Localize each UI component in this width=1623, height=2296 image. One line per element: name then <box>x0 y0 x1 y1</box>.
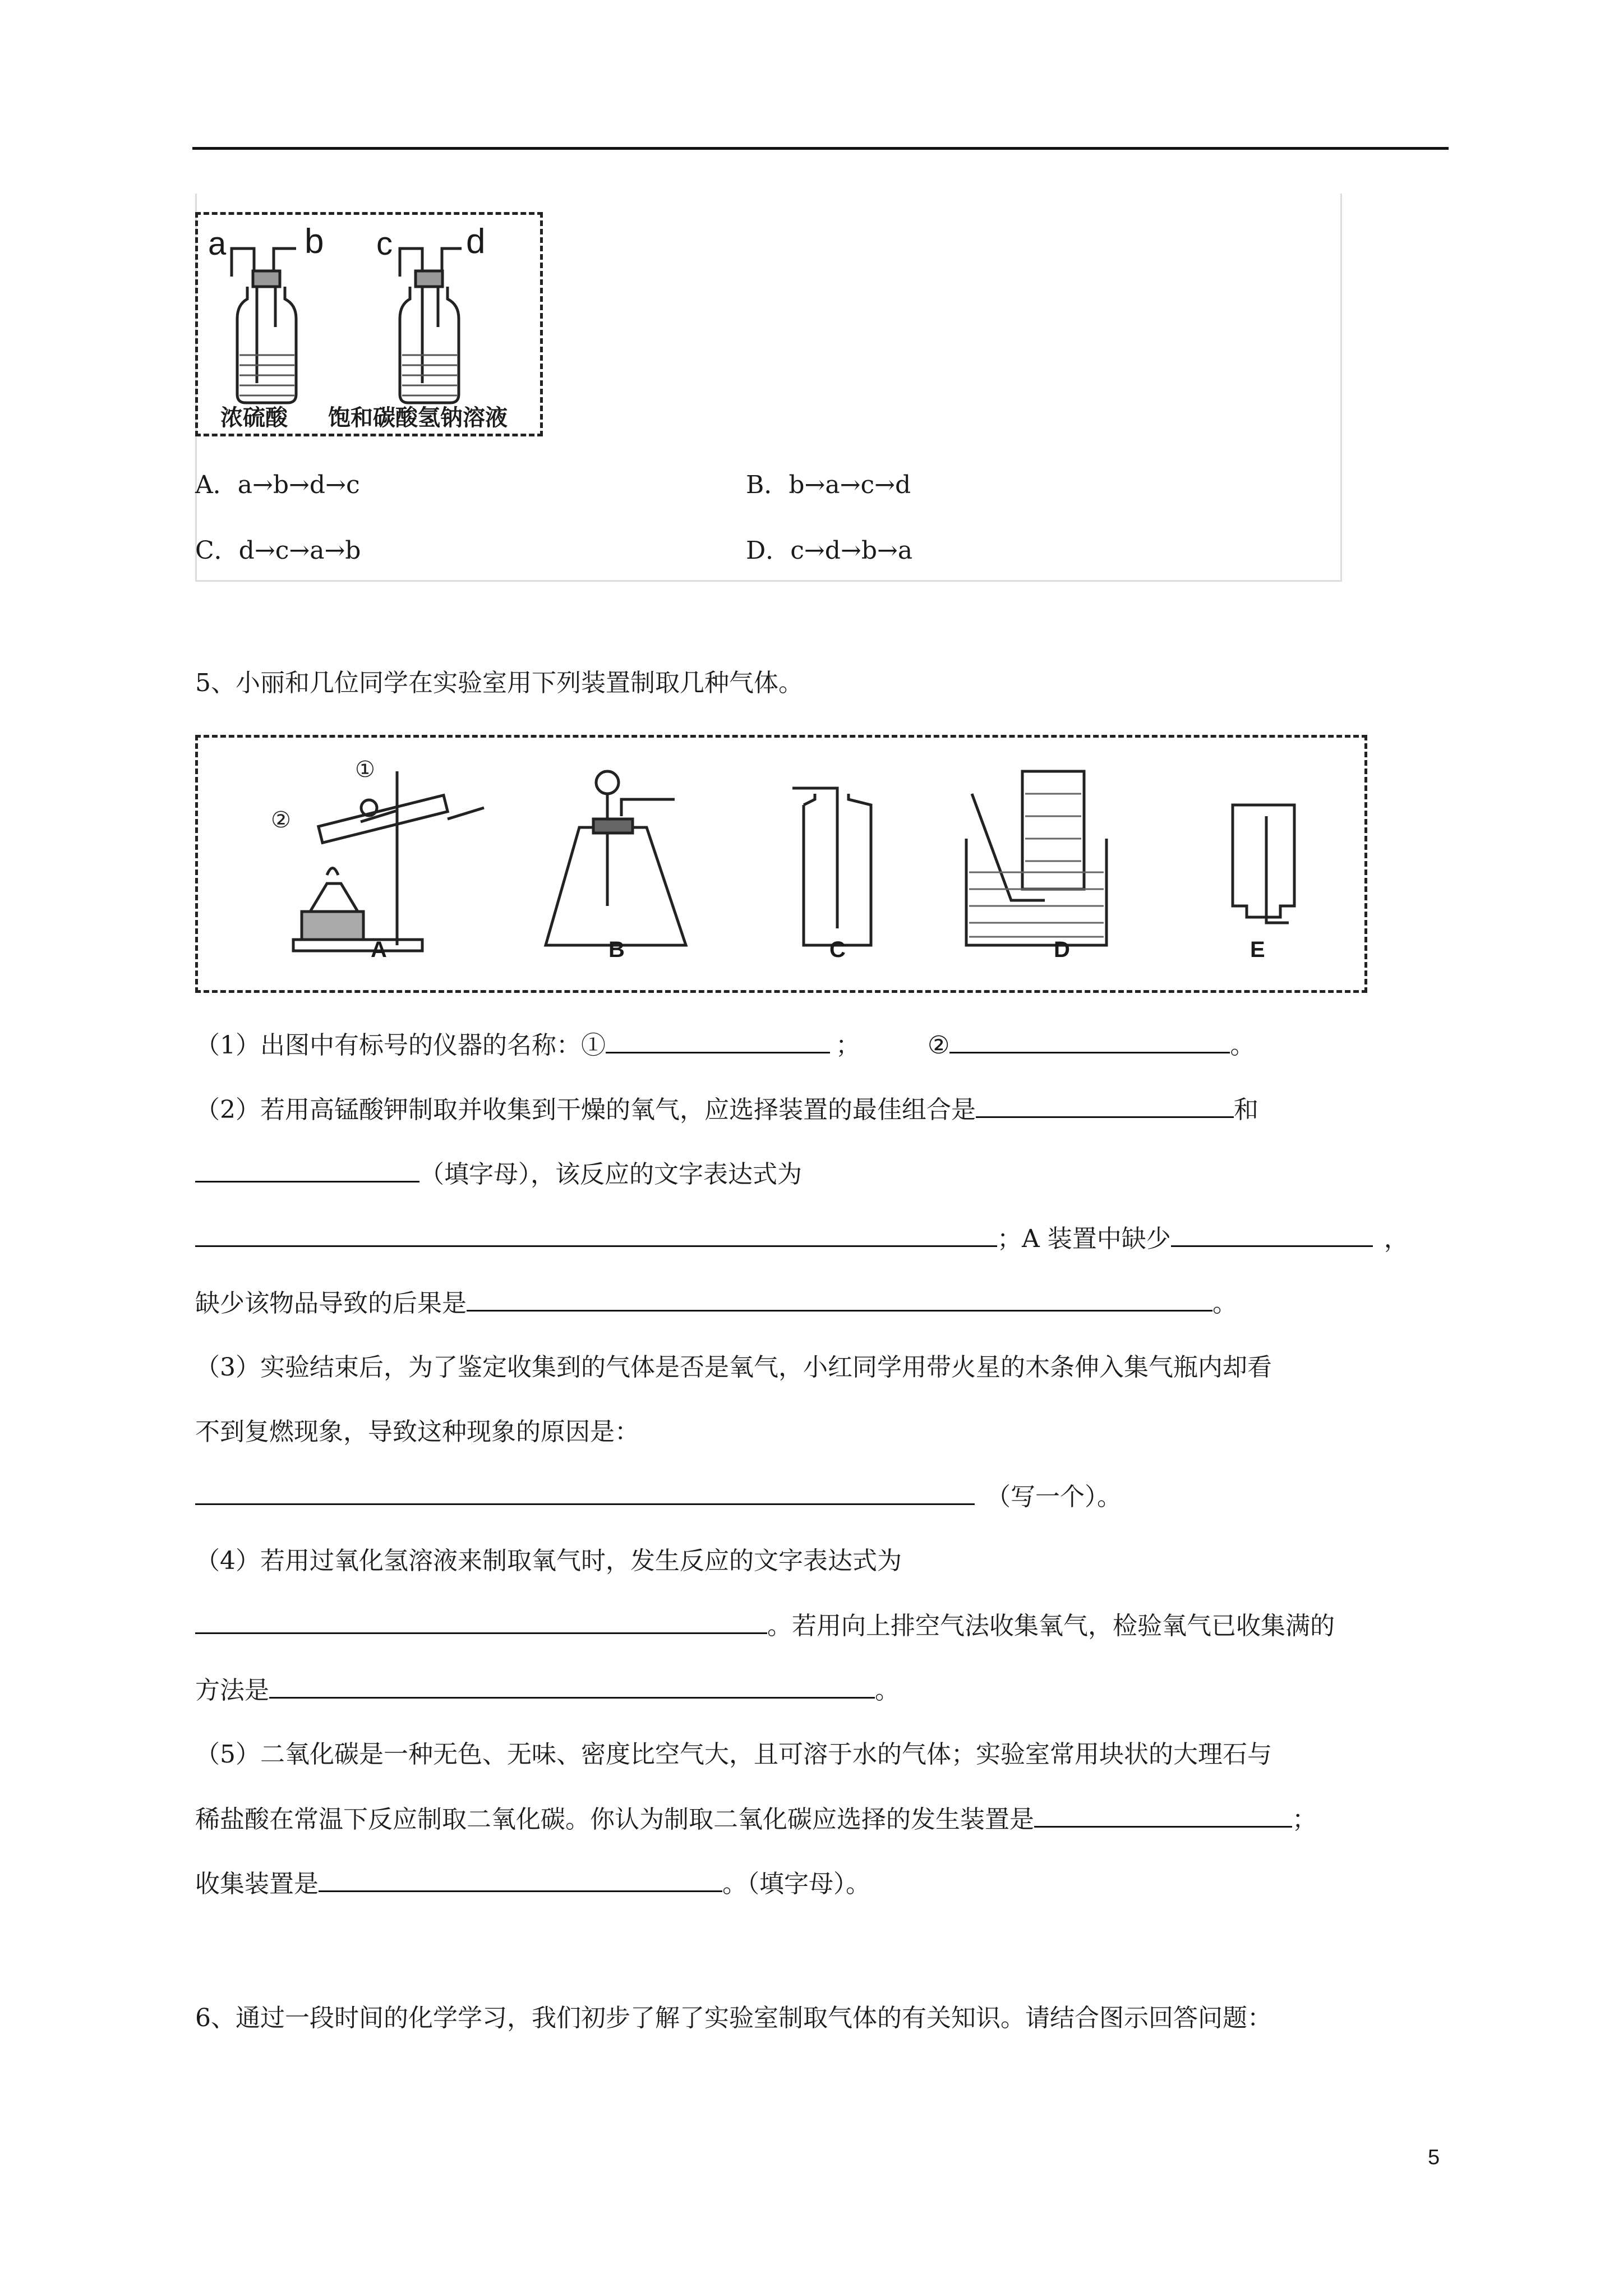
q6-stem: 6、通过一段时间的化学学习，我们初步了解了实验室制取气体的有关知识。请结合图示回答问题： <box>195 2004 1272 2032</box>
blank-word-equation[interactable] <box>195 1223 997 1247</box>
q5-part5-line1: （5）二氧化碳是一种无色、无味、密度比空气大，且可溶于水的气体；实验室常用块状的大理石与 <box>195 1740 1272 1769</box>
apparatus-label-e: E <box>1250 937 1265 962</box>
q5-part2-end: 。 <box>1212 1289 1237 1318</box>
blank-method[interactable] <box>269 1674 875 1699</box>
blank-reason[interactable] <box>195 1481 975 1505</box>
blank-collector[interactable] <box>195 1158 419 1182</box>
q5-part2-line2 <box>195 1158 802 1190</box>
q5-part5-semicolon: ； <box>1292 1805 1317 1834</box>
apparatus-label-a: A <box>371 937 387 962</box>
q5-part4-text: 。若用向上排空气法收集氧气，检验氧气已收集满的 <box>767 1612 1335 1640</box>
q4-bottle-figure <box>195 212 543 436</box>
q5-part2-line1 <box>195 1094 1258 1126</box>
q5-part1-sep: ； <box>836 1031 860 1060</box>
blank-co2-collector[interactable] <box>319 1868 722 1892</box>
blank-missing-item[interactable] <box>1171 1223 1373 1247</box>
q5-part5-end: 。（填字母）。 <box>722 1870 870 1898</box>
q5-part2-comma: ， <box>1384 1225 1409 1253</box>
label-c: c <box>376 226 393 262</box>
blank-instrument-1[interactable] <box>606 1029 830 1053</box>
q5-part2-consequence: 缺少该物品导致的后果是 <box>195 1289 467 1318</box>
page-number: 5 <box>1428 2146 1440 2169</box>
q5-part5-collect: 收集装置是 <box>195 1870 319 1898</box>
q5-part2-line4 <box>195 1287 1237 1319</box>
q5-part2-text: （2）若用高锰酸钾制取并收集到干燥的氧气，应选择装置的最佳组合是 <box>195 1096 976 1124</box>
label-a: a <box>208 226 227 262</box>
q5-part1-end: 。 <box>1230 1031 1255 1060</box>
q5-stem: 5、小丽和几位同学在实验室用下列装置制取几种气体。 <box>195 669 803 697</box>
q5-part5-text: 稀盐酸在常温下反应制取二氧化碳。你认为制取二氧化碳应选择的发生装置是 <box>195 1805 1034 1834</box>
svg-text:①: ① <box>355 757 375 783</box>
option-c[interactable]: C．d→c→a→b <box>195 536 361 565</box>
header-rule <box>192 147 1449 150</box>
label-b: b <box>305 222 324 261</box>
blank-co2-generator[interactable] <box>1034 1803 1292 1828</box>
svg-text:②: ② <box>271 807 291 833</box>
q5-part3-hint: （写一个）。 <box>986 1483 1122 1511</box>
caption-sodium-bicarbonate: 饱和碳酸氢钠溶液 <box>328 406 508 430</box>
blank-generator[interactable] <box>976 1094 1234 1118</box>
q5-part4-end: 。 <box>875 1676 900 1705</box>
q5-part4-line3 <box>195 1674 900 1706</box>
q5-part2-fill: （填字母），该反应的文字表达式为 <box>419 1160 802 1189</box>
option-a[interactable]: A．a→b→d→c <box>195 471 360 499</box>
q5-part1-text: （1）出图中有标号的仪器的名称：① <box>195 1031 606 1060</box>
q5-part5-line3 <box>195 1868 870 1900</box>
q5-part4-line2 <box>195 1610 1335 1642</box>
option-d[interactable]: D．c→d→b→a <box>746 536 913 565</box>
q5-part3-line3 <box>195 1481 1122 1513</box>
option-b[interactable]: B．b→a→c→d <box>746 471 911 499</box>
blank-instrument-2[interactable] <box>949 1029 1230 1053</box>
q5-part2-line3 <box>195 1223 1409 1255</box>
q5-part1 <box>195 1029 1255 1061</box>
q5-part1-mark2: ② <box>928 1031 950 1060</box>
q5-part4-line1: （4）若用过氧化氢溶液来制取氧气时，发生反应的文字表达式为 <box>195 1547 902 1575</box>
blank-consequence[interactable] <box>467 1287 1212 1312</box>
q5-part5-line2 <box>195 1803 1317 1835</box>
q5-part2-missing: ；A 装置中缺少 <box>997 1225 1171 1253</box>
q5-part2-and: 和 <box>1234 1096 1258 1124</box>
apparatus-label-d: D <box>1054 937 1070 962</box>
blank-h2o2-equation[interactable] <box>195 1610 767 1634</box>
caption-conc-sulfuric-acid: 浓硫酸 <box>220 406 288 430</box>
q5-part3-line2: 不到复燃现象，导致这种现象的原因是： <box>195 1418 639 1446</box>
q5-apparatus-figure <box>195 735 1367 993</box>
q5-part4-method: 方法是 <box>195 1676 269 1705</box>
q5-part3-line1: （3）实验结束后，为了鉴定收集到的气体是否是氧气，小红同学用带火星的木条伸入集气瓶内却看 <box>195 1353 1272 1382</box>
apparatus-label-c: C <box>829 937 846 962</box>
label-d: d <box>466 222 486 261</box>
apparatus-label-b: B <box>608 937 625 962</box>
